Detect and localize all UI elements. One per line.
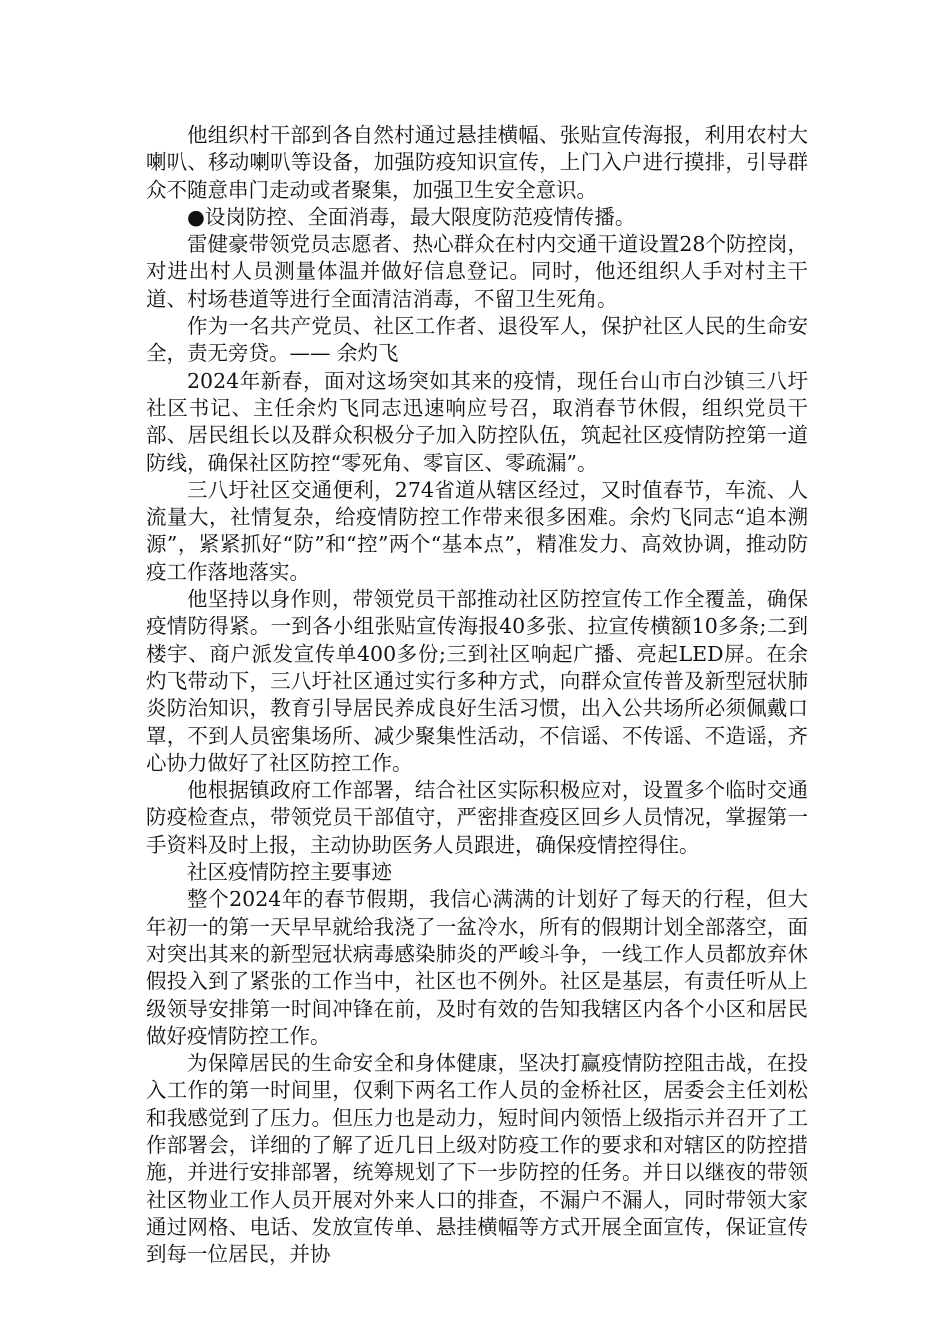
paragraph-6: 三八圩社区交通便利，274省道从辖区经过，又时值春节，车流、人流量大，社情复杂，给疫情防控工作带来很多困难。余灼飞同志“追本溯源”，紧紧抓好“防”和“控”两个“基本点”，精准发力、高效协调，推动防疫工作落地落实。 [146,477,808,584]
paragraph-5: 2024年新春，面对这场突如其来的疫情，现任台山市白沙镇三八圩社区书记、主任余灼飞同志迅速响应号召，取消春节休假，组织党员干部、居民组长以及群众积极分子加入防控队伍，筑起社区疫情防控第一道防线，确保社区防控“零死角、零盲区、零疏漏”。 [146,368,808,475]
paragraph-11: 为保障居民的生命安全和身体健康，坚决打赢疫情防控阻击战，在投入工作的第一时间里，仅剩下两名工作人员的金桥社区，居委会主任刘松和我感觉到了压力。但压力也是动力，短时间内领悟上级指示并召开了工作部署会，详细的了解了近几日上级对防疫工作的要求和对辖区的防控措施，并进行安排部署，统筹规划了下一步防控的任务。并日以继夜的带领社区物业工作人员开展对外来人口的排查，不漏户不漏人，同时带领大家通过网格、电话、发放宣传单、悬挂横幅等方式开展全面宣传，保证宣传到每一位居民，并协 [146,1051,808,1267]
paragraph-7: 他坚持以身作则，带领党员干部推动社区防控宣传工作全覆盖，确保疫情防得紧。一到各小组张贴宣传海报40多张、拉宣传横额10多条;二到楼宇、商户派发宣传单400多份;三到社区响起广播、亮起LED屏。在余灼飞带动下，三八圩社区通过实行多种方式，向群众宣传普及新型冠状肺炎防治知识，教育引导居民养成良好生活习惯，出入公共场所必须佩戴口罩，不到人员密集场所、减少聚集性活动，不信谣、不传谣、不造谣，齐心协力做好了社区防控工作。 [146,587,808,775]
paragraph-10: 整个2024年的春节假期，我信心满满的计划好了每天的行程，但大年初一的第一天早早就给我浇了一盆冷水，所有的假期计划全部落空，面对突出其来的新型冠状病毒感染肺炎的严峻斗争，一线工作人员都放弃休假投入到了紧张的工作当中，社区也不例外。社区是基层，有责任听从上级领导安排第一时间冲锋在前，及时有效的告知我辖区内各个小区和居民做好疫情防控工作。 [146,887,808,1048]
paragraph-8: 他根据镇政府工作部署，结合社区实际积极应对，设置多个临时交通防疫检查点，带领党员干部值守，严密排查疫区回乡人员情况，掌握第一手资料及时上报，主动协助医务人员跟进，确保疫情控得住。 [146,778,808,857]
paragraph-1: 他组织村干部到各自然村通过悬挂横幅、张贴宣传海报，利用农村大喇叭、移动喇叭等设备，加强防疫知识宣传，上门入户进行摸排，引导群众不随意串门走动或者聚集，加强卫生安全意识。 [146,123,808,202]
document-body [146,122,808,1268]
paragraph-3: 雷健豪带领党员志愿者、热心群众在村内交通干道设置28个防控岗，对进出村人员测量体温并做好信息登记。同时，他还组织人手对村主干道、村场巷道等进行全面清洁消毒，不留卫生死角。 [146,232,808,311]
paragraph-2-heading: ●设岗防控、全面消毒，最大限度防范疫情传播。 [187,204,636,229]
section-title: 社区疫情防控主要事迹 [187,860,392,885]
paragraph-4-quote: 作为一名共产党员、社区工作者、退役军人，保护社区人民的生命安全，责无旁贷。—— 余灼飞 [146,314,808,366]
